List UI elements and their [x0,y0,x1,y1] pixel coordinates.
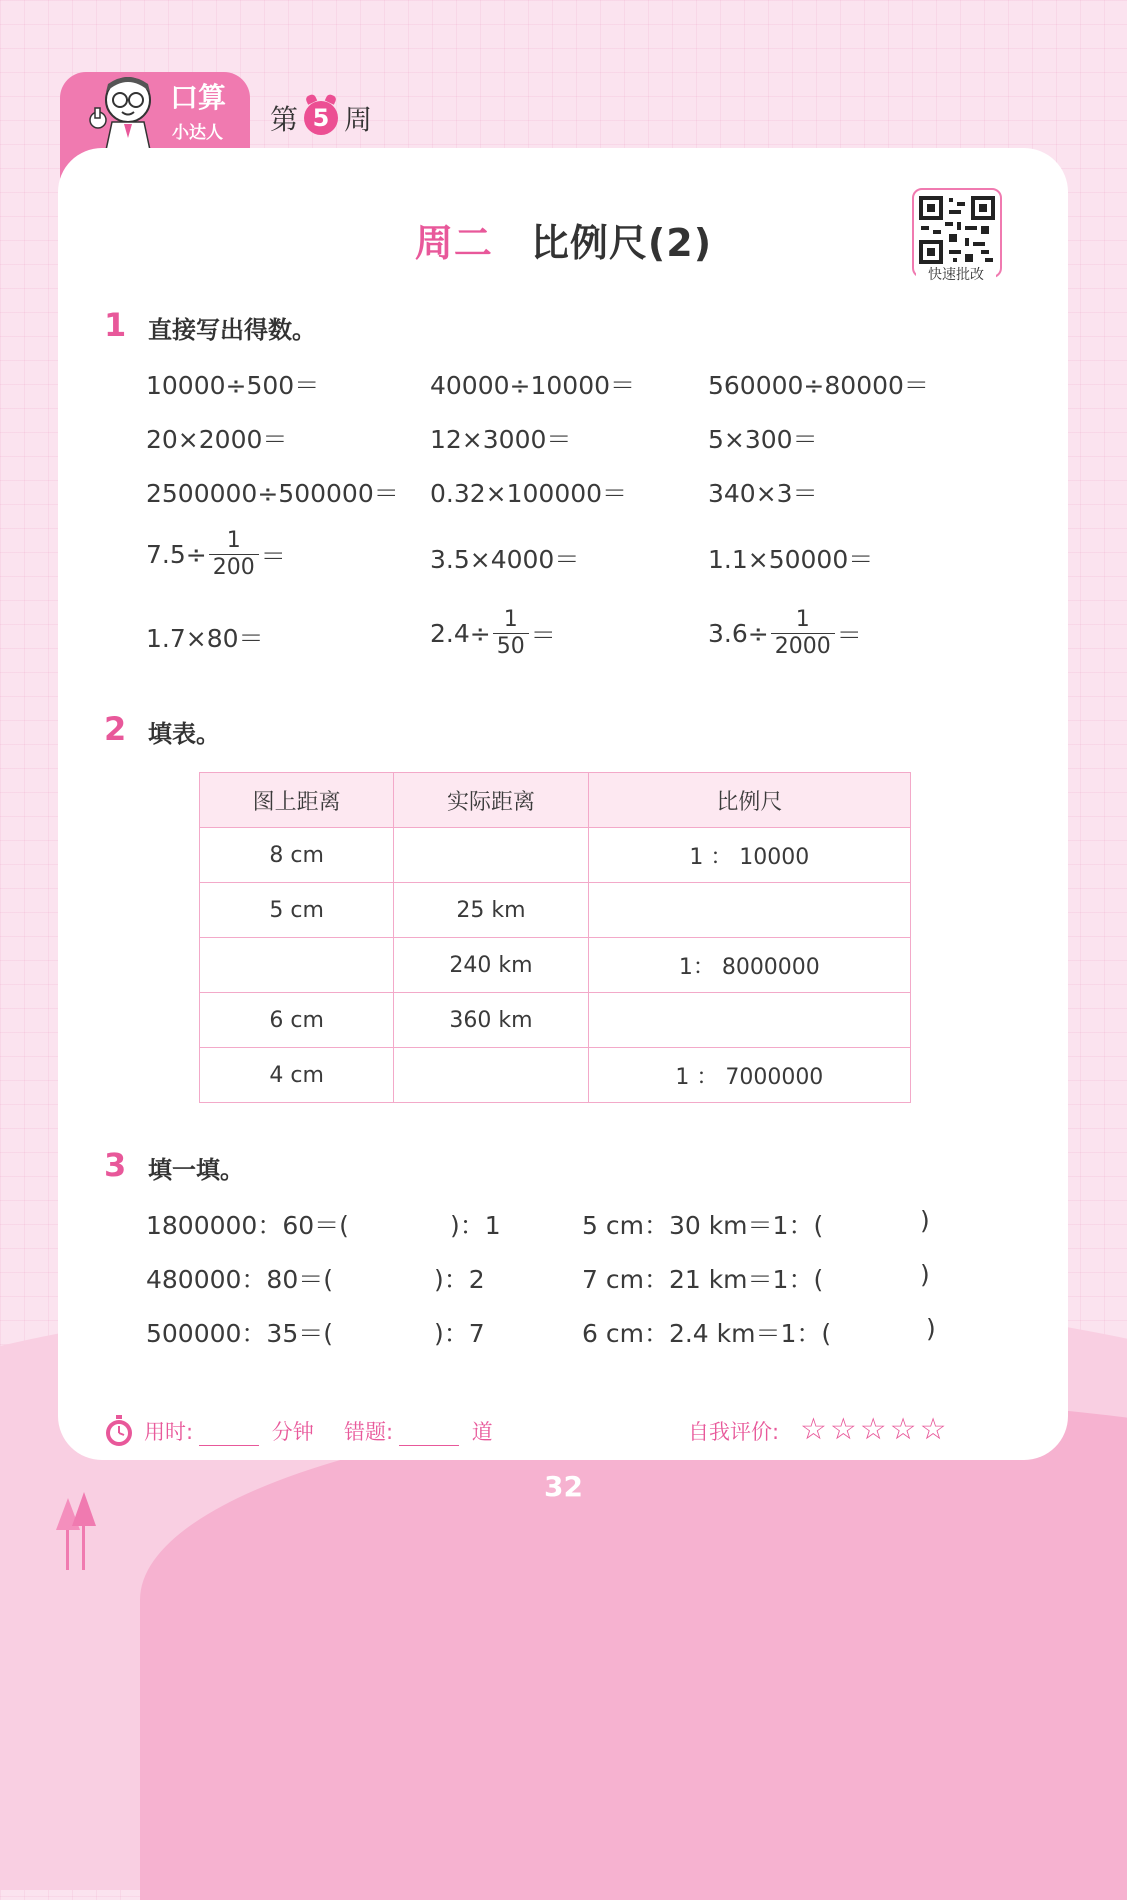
fill-left-1-suffix: )：1 [450,1211,501,1240]
section-1-title: 直接写出得数。 [148,316,316,344]
fraction-numerator: 1 [226,528,241,553]
table-cell: 1 ： 7000000 [588,1048,910,1103]
column-header: 比例尺 [588,773,910,828]
table-cell: 240 km [394,938,588,993]
time-blank[interactable] [199,1427,259,1446]
problem-2-1: 20×2000＝ [146,425,288,454]
problem-3-1: 2500000÷500000＝ [146,479,399,508]
problem-3-2: 0.32×100000＝ [430,479,628,508]
fraction-numerator: 1 [795,607,810,632]
mascot-boy-icon [78,70,168,150]
table-cell-blank[interactable] [588,883,910,938]
fill-left-3-suffix: )：7 [434,1319,485,1348]
page-number: 32 [544,1470,583,1503]
fill-right-2-suffix: ) [920,1260,930,1289]
fraction [209,528,259,581]
brand-title: 口算 [170,81,227,114]
problem-5-2-equals: ＝ [530,620,556,650]
week-number-badge: 5 [304,101,338,135]
problem-5-3 [708,607,862,660]
problem-5-2-prefix: 2.4÷ [430,619,491,648]
problem-4-3: 1.1×50000＝ [708,545,874,574]
table-cell-blank[interactable] [394,828,588,883]
section-2-number: 2 [104,710,127,748]
problem-5-3-equals: ＝ [836,620,862,650]
table-cell: 1： 8000000 [588,938,910,993]
table-cell: 25 km [394,883,588,938]
problem-4-1-equals: ＝ [260,541,286,571]
fraction-denominator: 2000 [771,633,835,660]
column-header: 实际距离 [394,773,588,828]
table-cell: 1 ： 10000 [588,828,910,883]
errors-blank[interactable] [399,1427,459,1446]
fraction-denominator: 50 [493,633,529,660]
problem-5-3-prefix: 3.6÷ [708,619,769,648]
section-3-number: 3 [104,1146,127,1184]
time-label: 用时: [144,1420,194,1444]
fill-right-3-suffix: ) [926,1314,936,1343]
problem-1-2: 40000÷10000＝ [430,371,636,400]
table-cell: 8 cm [200,828,394,883]
error-count [344,1416,493,1446]
problem-4-1-prefix: 7.5÷ [146,540,207,569]
table-cell-blank[interactable] [200,938,394,993]
fraction-denominator: 200 [209,554,259,581]
section-2-title: 填表。 [148,720,220,748]
time-used [144,1416,314,1446]
table-cell-blank[interactable] [588,993,910,1048]
problem-2-2: 12×3000＝ [430,425,572,454]
scale-table [199,772,911,1103]
week-suffix: 周 [344,103,373,136]
errors-unit: 道 [471,1420,493,1444]
table-header-row [200,773,911,828]
section-1-number: 1 [104,306,127,344]
problem-5-1: 1.7×80＝ [146,624,264,653]
brand-subtitle: 小达人 [172,123,223,143]
fraction [771,607,835,660]
week-indicator [270,96,372,140]
problem-4-1 [146,528,286,581]
fill-left-2-prefix: 480000：80＝( [146,1265,333,1294]
section-3-title: 填一填。 [148,1156,244,1184]
table-cell: 360 km [394,993,588,1048]
fraction-numerator: 1 [503,607,518,632]
minutes-unit: 分钟 [271,1420,314,1444]
fill-right-1-prefix: 5 cm：30 km＝1：( [582,1211,824,1240]
table-cell-blank[interactable] [394,1048,588,1103]
errors-label: 错题: [344,1420,394,1444]
fill-left-2-suffix: )：2 [434,1265,485,1294]
fill-left-3-prefix: 500000：35＝( [146,1319,333,1348]
table-row [200,828,911,883]
title-day: 周二 [414,221,493,265]
table-cell: 6 cm [200,993,394,1048]
table-row [200,993,911,1048]
fill-left-1-prefix: 1800000：60＝( [146,1211,349,1240]
fill-right-2-prefix: 7 cm：21 km＝1：( [582,1265,824,1294]
week-prefix: 第 [270,103,299,136]
problem-3-3: 340×3＝ [708,479,818,508]
table-cell: 4 cm [200,1048,394,1103]
table-cell: 5 cm [200,883,394,938]
problem-2-3: 5×300＝ [708,425,818,454]
self-eval-label: 自我评价: [688,1420,780,1444]
problem-4-2: 3.5×4000＝ [430,545,580,574]
column-header: 图上距离 [200,773,394,828]
table-row [200,883,911,938]
problem-5-2 [430,607,556,660]
fill-right-3-prefix: 6 cm：2.4 km＝1：( [582,1319,832,1348]
title-topic: 比例尺(2) [530,221,713,265]
qr-label: 快速批改 [916,264,996,284]
fill-right-1-suffix: ) [920,1206,930,1235]
stopwatch-icon [104,1414,134,1448]
problem-1-1: 10000÷500＝ [146,371,320,400]
rating-stars[interactable]: ☆☆☆☆☆ [800,1412,950,1447]
problem-1-3: 560000÷80000＝ [708,371,929,400]
table-row [200,1048,911,1103]
table-row [200,938,911,993]
fraction [493,607,529,660]
qr-code-icon [916,194,998,266]
